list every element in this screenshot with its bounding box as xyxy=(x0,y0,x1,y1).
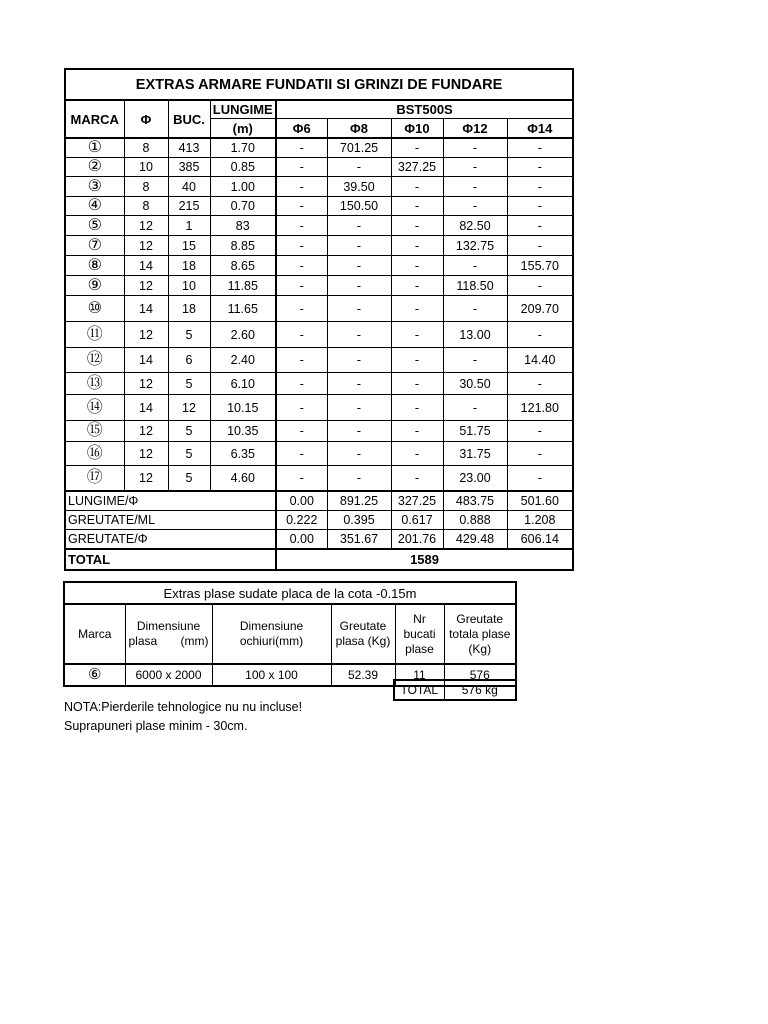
row-d14: - xyxy=(507,466,573,492)
row-d6: - xyxy=(276,442,327,466)
row-d8: - xyxy=(327,322,391,348)
row-d10: - xyxy=(391,466,443,492)
mesh-nr-bucati: 11 xyxy=(395,664,444,686)
total-value: 1589 xyxy=(276,549,573,570)
row-d8: - xyxy=(327,442,391,466)
row-d14: - xyxy=(507,158,573,177)
row-marca xyxy=(65,421,124,442)
row-marca xyxy=(65,158,124,177)
row-d8: - xyxy=(327,395,391,421)
row-d12: 31.75 xyxy=(443,442,507,466)
table-row xyxy=(65,236,573,256)
rebar-schedule-table xyxy=(64,68,574,571)
header-lungime: LUNGIME xyxy=(210,100,276,119)
row-marca xyxy=(65,373,124,395)
summary-value: 606.14 xyxy=(507,530,573,550)
mesh-table-title: Extras plase sudate placa de la cota -0.15m xyxy=(64,582,516,604)
row-lungime: 6.10 xyxy=(210,373,276,395)
row-lungime: 2.60 xyxy=(210,322,276,348)
mark-circle: ⑪ xyxy=(86,325,103,343)
table-row xyxy=(65,395,573,421)
row-d6: - xyxy=(276,322,327,348)
mark-circle: ⑥ xyxy=(88,666,102,683)
row-marca xyxy=(65,322,124,348)
header-marca: MARCA xyxy=(65,100,124,138)
mesh-dim-ochiuri: 100 x 100 xyxy=(212,664,331,686)
row-phi: 12 xyxy=(124,322,168,348)
row-phi: 14 xyxy=(124,256,168,276)
row-lungime: 0.70 xyxy=(210,197,276,216)
summary-label-greutate-ml: GREUTATE/ML xyxy=(65,511,276,530)
row-d10: - xyxy=(391,296,443,322)
row-d12: 132.75 xyxy=(443,236,507,256)
row-buc: 6 xyxy=(168,348,210,373)
row-lungime: 8.85 xyxy=(210,236,276,256)
row-d6: - xyxy=(276,236,327,256)
table-row xyxy=(65,322,573,348)
row-marca xyxy=(65,466,124,492)
header-d8: Φ8 xyxy=(327,119,391,139)
row-d8: - xyxy=(327,466,391,492)
row-d14: - xyxy=(507,216,573,236)
row-d10: 327.25 xyxy=(391,158,443,177)
row-buc: 215 xyxy=(168,197,210,216)
mesh-header-marca: Marca xyxy=(64,604,125,664)
table-row xyxy=(65,442,573,466)
row-d12: 30.50 xyxy=(443,373,507,395)
header-d14: Φ14 xyxy=(507,119,573,139)
row-marca xyxy=(65,216,124,236)
row-buc: 5 xyxy=(168,466,210,492)
row-lungime: 10.15 xyxy=(210,395,276,421)
row-d8: - xyxy=(327,421,391,442)
mark-circle: ⑭ xyxy=(86,398,103,416)
row-d8: - xyxy=(327,276,391,296)
row-phi: 14 xyxy=(124,296,168,322)
header-d6: Φ6 xyxy=(276,119,327,139)
row-d6: - xyxy=(276,158,327,177)
row-lungime: 2.40 xyxy=(210,348,276,373)
table-row xyxy=(65,158,573,177)
row-buc: 1 xyxy=(168,216,210,236)
note-line-1: NOTA:Pierderile tehnologice nu nu incluse! xyxy=(64,700,303,714)
row-phi: 12 xyxy=(124,216,168,236)
row-d12: - xyxy=(443,197,507,216)
mesh-header-nr-bucati: Nr bucati plase xyxy=(395,604,444,664)
row-buc: 15 xyxy=(168,236,210,256)
mesh-marca xyxy=(64,664,125,686)
header-phi: Φ xyxy=(124,100,168,138)
row-d6: - xyxy=(276,197,327,216)
summary-value: 0.222 xyxy=(276,511,327,530)
table-row xyxy=(65,466,573,492)
mesh-total-value: 576 kg xyxy=(444,680,516,700)
summary-value: 891.25 xyxy=(327,491,391,511)
row-lungime: 1.00 xyxy=(210,177,276,197)
table-row xyxy=(65,256,573,276)
table-row xyxy=(65,177,573,197)
row-d10: - xyxy=(391,256,443,276)
row-d14: 209.70 xyxy=(507,296,573,322)
row-d10: - xyxy=(391,395,443,421)
row-d14: 155.70 xyxy=(507,256,573,276)
row-d6: - xyxy=(276,177,327,197)
total-label: TOTAL xyxy=(65,549,276,570)
row-phi: 12 xyxy=(124,442,168,466)
table-row xyxy=(65,138,573,158)
row-d12: - xyxy=(443,395,507,421)
row-phi: 12 xyxy=(124,236,168,256)
row-phi: 10 xyxy=(124,158,168,177)
row-marca xyxy=(65,348,124,373)
row-d8: - xyxy=(327,373,391,395)
summary-value: 0.00 xyxy=(276,491,327,511)
row-d8: 701.25 xyxy=(327,138,391,158)
summary-value: 429.48 xyxy=(443,530,507,550)
row-d14: - xyxy=(507,177,573,197)
welded-mesh-table xyxy=(63,581,517,687)
row-buc: 413 xyxy=(168,138,210,158)
mark-circle: ② xyxy=(87,158,102,175)
row-d8: - xyxy=(327,296,391,322)
row-d10: - xyxy=(391,322,443,348)
row-d14: - xyxy=(507,197,573,216)
row-d8: 39.50 xyxy=(327,177,391,197)
row-d6: - xyxy=(276,256,327,276)
row-marca xyxy=(65,296,124,322)
row-d6: - xyxy=(276,466,327,492)
mark-circle: ⑨ xyxy=(87,276,102,294)
mesh-greutate-totala: 576 xyxy=(444,664,516,686)
mark-circle: ⑰ xyxy=(86,469,103,486)
row-d12: 13.00 xyxy=(443,322,507,348)
table-row xyxy=(65,348,573,373)
row-lungime: 8.65 xyxy=(210,256,276,276)
row-d12: 51.75 xyxy=(443,421,507,442)
row-lungime: 0.85 xyxy=(210,158,276,177)
row-d14: - xyxy=(507,138,573,158)
row-buc: 18 xyxy=(168,296,210,322)
row-buc: 5 xyxy=(168,421,210,442)
row-d6: - xyxy=(276,395,327,421)
row-d10: - xyxy=(391,373,443,395)
summary-value: 483.75 xyxy=(443,491,507,511)
summary-value: 0.395 xyxy=(327,511,391,530)
row-phi: 12 xyxy=(124,466,168,492)
row-d6: - xyxy=(276,373,327,395)
row-d8: 150.50 xyxy=(327,197,391,216)
note-line-2: Suprapuneri plase minim - 30cm. xyxy=(64,719,248,733)
mark-circle: ⑦ xyxy=(87,236,102,254)
row-d8: - xyxy=(327,256,391,276)
row-d12: - xyxy=(443,158,507,177)
summary-value: 327.25 xyxy=(391,491,443,511)
row-phi: 8 xyxy=(124,138,168,158)
row-d12: 118.50 xyxy=(443,276,507,296)
row-marca xyxy=(65,236,124,256)
mark-circle: ⑬ xyxy=(86,374,103,392)
mesh-header-greutate-plasa: Greutate plasa (Kg) xyxy=(331,604,395,664)
mark-circle: ⑤ xyxy=(87,216,102,234)
row-d12: 23.00 xyxy=(443,466,507,492)
header-d12: Φ12 xyxy=(443,119,507,139)
summary-label-lungime: LUNGIME/Φ xyxy=(65,491,276,511)
row-d10: - xyxy=(391,442,443,466)
row-buc: 12 xyxy=(168,395,210,421)
summary-value: 0.00 xyxy=(276,530,327,550)
row-d8: - xyxy=(327,236,391,256)
row-lungime: 1.70 xyxy=(210,138,276,158)
mark-circle: ⑧ xyxy=(87,256,102,274)
row-d14: - xyxy=(507,373,573,395)
row-d14: - xyxy=(507,276,573,296)
mesh-header-greutate-totala: Greutate totala plase (Kg) xyxy=(444,604,516,664)
row-d12: - xyxy=(443,177,507,197)
row-phi: 8 xyxy=(124,197,168,216)
row-phi: 8 xyxy=(124,177,168,197)
row-d10: - xyxy=(391,276,443,296)
row-d14: - xyxy=(507,442,573,466)
table-row xyxy=(65,296,573,322)
row-d10: - xyxy=(391,421,443,442)
row-marca xyxy=(65,138,124,158)
row-marca xyxy=(65,177,124,197)
row-d14: 121.80 xyxy=(507,395,573,421)
row-d10: - xyxy=(391,216,443,236)
row-d8: - xyxy=(327,158,391,177)
table-row xyxy=(65,197,573,216)
mark-circle: ④ xyxy=(87,197,102,214)
row-buc: 5 xyxy=(168,322,210,348)
table-row xyxy=(65,216,573,236)
row-buc: 5 xyxy=(168,442,210,466)
row-d12: - xyxy=(443,348,507,373)
mesh-greutate-plasa: 52.39 xyxy=(331,664,395,686)
header-buc: BUC. xyxy=(168,100,210,138)
row-d10: - xyxy=(391,177,443,197)
mesh-header-dim-plasa: Dimensiune plasa (mm) xyxy=(125,604,212,664)
row-d8: - xyxy=(327,348,391,373)
mark-circle: ⑩ xyxy=(87,299,102,317)
row-phi: 12 xyxy=(124,421,168,442)
row-d14: 14.40 xyxy=(507,348,573,373)
row-d6: - xyxy=(276,421,327,442)
row-marca xyxy=(65,197,124,216)
mesh-total-label: TOTAL xyxy=(394,680,444,700)
row-d12: - xyxy=(443,296,507,322)
row-d8: - xyxy=(327,216,391,236)
row-lungime: 11.85 xyxy=(210,276,276,296)
row-d6: - xyxy=(276,296,327,322)
summary-value: 0.888 xyxy=(443,511,507,530)
row-lungime: 83 xyxy=(210,216,276,236)
row-marca xyxy=(65,256,124,276)
row-d6: - xyxy=(276,276,327,296)
summary-value: 201.76 xyxy=(391,530,443,550)
header-steel-grade: BST500S xyxy=(276,100,573,119)
row-marca xyxy=(65,395,124,421)
mark-circle: ⑫ xyxy=(86,351,103,368)
row-d10: - xyxy=(391,197,443,216)
table-row xyxy=(65,276,573,296)
mesh-dim-plasa: 6000 x 2000 xyxy=(125,664,212,686)
row-d14: - xyxy=(507,322,573,348)
row-buc: 10 xyxy=(168,276,210,296)
row-d10: - xyxy=(391,236,443,256)
mark-circle: ⑯ xyxy=(86,444,103,462)
row-d14: - xyxy=(507,421,573,442)
summary-label-greutate-phi: GREUTATE/Φ xyxy=(65,530,276,550)
row-lungime: 11.65 xyxy=(210,296,276,322)
row-phi: 12 xyxy=(124,276,168,296)
summary-value: 0.617 xyxy=(391,511,443,530)
row-lungime: 10.35 xyxy=(210,421,276,442)
mark-circle: ① xyxy=(87,139,102,156)
row-d12: 82.50 xyxy=(443,216,507,236)
table-row xyxy=(65,421,573,442)
row-phi: 14 xyxy=(124,348,168,373)
row-lungime: 4.60 xyxy=(210,466,276,492)
header-lungime-unit: (m) xyxy=(210,119,276,139)
row-d6: - xyxy=(276,138,327,158)
table-row xyxy=(65,373,573,395)
row-buc: 385 xyxy=(168,158,210,177)
row-marca xyxy=(65,442,124,466)
row-d12: - xyxy=(443,138,507,158)
summary-value: 1.208 xyxy=(507,511,573,530)
table-title: EXTRAS ARMARE FUNDATII SI GRINZI DE FUNDARE xyxy=(65,69,573,100)
row-buc: 18 xyxy=(168,256,210,276)
header-d10: Φ10 xyxy=(391,119,443,139)
row-phi: 12 xyxy=(124,373,168,395)
row-d14: - xyxy=(507,236,573,256)
summary-value: 501.60 xyxy=(507,491,573,511)
row-buc: 40 xyxy=(168,177,210,197)
row-lungime: 6.35 xyxy=(210,442,276,466)
row-marca xyxy=(65,276,124,296)
row-phi: 14 xyxy=(124,395,168,421)
row-d10: - xyxy=(391,348,443,373)
row-buc: 5 xyxy=(168,373,210,395)
summary-value: 351.67 xyxy=(327,530,391,550)
mark-circle: ⑮ xyxy=(86,422,103,439)
row-d6: - xyxy=(276,348,327,373)
row-d12: - xyxy=(443,256,507,276)
mark-circle: ③ xyxy=(87,177,102,195)
row-d6: - xyxy=(276,216,327,236)
mesh-total-box xyxy=(393,679,517,701)
row-d10: - xyxy=(391,138,443,158)
mesh-header-dim-ochiuri: Dimensiune ochiuri(mm) xyxy=(212,604,331,664)
